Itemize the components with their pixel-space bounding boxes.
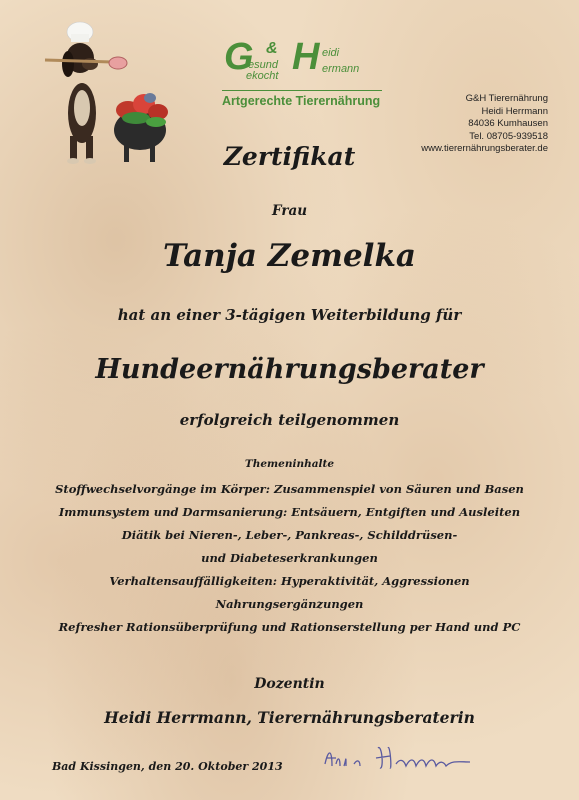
contact-address: 84036 Kumhausen [468, 118, 548, 129]
logo-word-ekocht: ekocht [246, 70, 279, 82]
topics-list [0, 478, 579, 639]
instructor-label: Dozentin [254, 676, 325, 692]
contact-website[interactable]: www.tierernährungsberater.de [421, 143, 548, 154]
topic-item: und Diabeteserkrankungen [201, 551, 378, 565]
intro-line: hat an einer 3-tägigen Weiterbildung für [117, 306, 462, 324]
topics-heading: Themeninhalte [244, 458, 335, 470]
topic-item: Refresher Rationsüberprüfung und Rationserstellung per Hand und PC [58, 620, 521, 634]
logo-letter-h: H [292, 36, 320, 78]
logo-word-esund: esund [248, 59, 278, 71]
logo-letter-g: G [224, 36, 254, 78]
brand-logo [222, 36, 402, 116]
topic-item: Verhaltensauffälligkeiten: Hyperaktivität, Aggressionen [109, 574, 470, 588]
result-line: erfolgreich teilgenommen [179, 411, 400, 429]
contact-person: Heidi Herrmann [481, 105, 548, 117]
certificate-title: Zertifikat [223, 142, 356, 171]
logo-ampersand: & [266, 40, 278, 57]
topic-item: Diätik bei Nieren-, Leber-, Pankreas-, Schilddrüsen- [121, 528, 458, 542]
topic-item: Stoffwechselvorgänge im Körper: Zusammenspiel von Säuren und Basen [55, 482, 524, 496]
contact-company: G&H Tierernährung [465, 93, 548, 104]
instructor-name: Heidi Herrmann, Tierernährungsberaterin [104, 708, 475, 727]
recipient-name: Tanja Zemelka [162, 238, 417, 274]
logo-word-ermann: ermann [322, 63, 360, 75]
topic-item: Immunsystem und Darmsanierung: Entsäuern, Entgiften und Ausleiten [58, 505, 521, 519]
course-title: Hundeernährungsberater [95, 354, 484, 385]
logo-word-eidi: eidi [322, 47, 340, 59]
contact-phone: Tel. 08705-939518 [469, 130, 548, 142]
logo-tagline: Artgerechte Tierernährung [222, 94, 381, 108]
salutation: Frau [271, 203, 308, 219]
place-and-date: Bad Kissingen, den 20. Oktober 2013 [52, 760, 283, 773]
handwritten-signature [320, 740, 480, 780]
logo-divider [222, 90, 382, 91]
topic-item: Nahrungsergänzungen [215, 597, 364, 611]
